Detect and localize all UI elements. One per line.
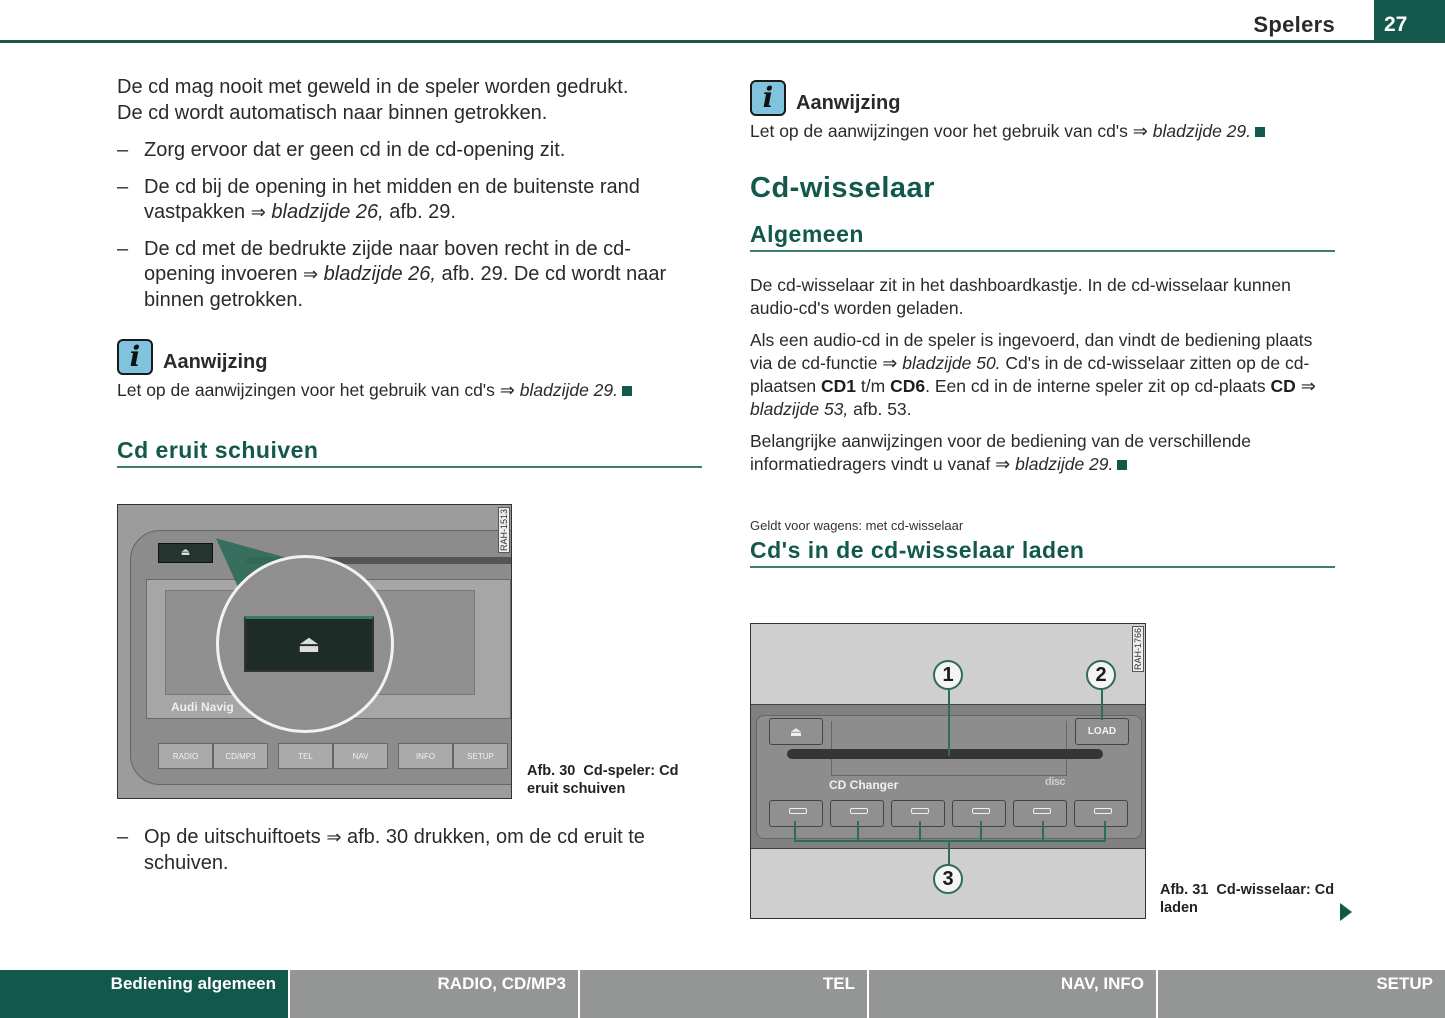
hardkey-row (398, 743, 508, 769)
figure-code: RAH-1766 (1133, 628, 1143, 671)
callout-3: 3 (933, 864, 963, 894)
info-icon: i (750, 80, 786, 116)
instruction-item: – De cd met de bedrukte zijde naar boven recht in de cd-opening invoeren ⇒ bladzijde 26, afb. 29. De cd wordt naar binnen getrokken. (117, 237, 667, 311)
preset-button-6 (1074, 800, 1128, 827)
callout-1: 1 (933, 660, 963, 690)
ref-arrow-icon: ⇒ (882, 353, 898, 373)
tab-tel[interactable]: TEL (580, 970, 869, 1018)
section-heading-laden: Cd's in de cd-wisselaar laden (750, 537, 1335, 568)
paragraph: Belangrijke aanwijzingen voor de bediening van de verschillende informatiedragers vindt u vanaf ⇒ bladzijde 29. (750, 431, 1252, 474)
paragraph: De cd-wisselaar zit in het dashboardkastje. In de cd-wisselaar kunnen audio-cd's worden geladen. (750, 275, 1291, 318)
changer-eject-button (769, 718, 823, 745)
cd-slot (787, 749, 1103, 759)
figure-code: RAH-1513 (499, 509, 509, 552)
magnifier-circle (216, 555, 394, 733)
preset-button-3 (891, 800, 945, 827)
eject-icon: ⏏ (180, 547, 191, 558)
ref-arrow-icon: ⇒ (499, 380, 515, 400)
load-button: LOAD (1075, 718, 1129, 745)
section-heading-algemeen: Algemeen (750, 221, 1335, 252)
dash-marker: – (117, 175, 129, 198)
page-reference-link[interactable]: bladzijde 53, (750, 399, 849, 419)
chapter-tabs (0, 970, 1445, 1018)
end-of-section-icon (622, 386, 632, 396)
note-text: Let op de aanwijzingen voor het gebruik van cd's ⇒ bladzijde 29. (750, 120, 1335, 142)
ref-arrow-icon: ⇒ (1132, 121, 1148, 141)
right-column (750, 80, 1335, 568)
hardkey-row (278, 743, 388, 769)
callout-line (857, 821, 859, 841)
header-rule (0, 40, 1445, 43)
ref-arrow-icon: ⇒ (1295, 376, 1316, 396)
ref-arrow-icon: ⇒ (303, 264, 319, 284)
hardkey-row (158, 743, 268, 769)
eject-icon: ⏏ (297, 631, 321, 658)
ref-arrow-icon: ⇒ (326, 827, 342, 847)
figure-caption: Afb. 30 Cd-speler: Cd eruit schuiven (527, 763, 679, 797)
preset-button-1 (769, 800, 823, 827)
preset-button-5 (1013, 800, 1067, 827)
page-reference-link[interactable]: bladzijde 29. (519, 380, 619, 400)
hardkey-setup: SETUP (453, 743, 508, 769)
eject-button-magnified (244, 616, 374, 672)
instruction-item: – Zorg ervoor dat er geen cd in de cd-opening zit. (117, 138, 702, 164)
end-of-section-icon (1255, 127, 1265, 137)
callout-line (919, 821, 921, 841)
paragraph: Als een audio-cd in de speler is ingevoerd, dan vindt de bediening plaats via de cd-functie ⇒ bladzijde 50. Cd's in de cd-wisselaar zitten op de cd-plaatsen CD1 t/m CD6. Een cd in de interne speler zit op cd-plaats CD ⇒ bladzijde 53, afb. 53. (750, 330, 1316, 419)
callout-line (948, 690, 950, 756)
tab-setup[interactable]: SETUP (1158, 970, 1445, 1018)
device-label: CD Changer (829, 778, 899, 792)
running-header-title: Spelers (1253, 12, 1335, 37)
end-of-section-icon (1117, 460, 1127, 470)
note-box (117, 339, 702, 401)
callout-line (1104, 821, 1106, 841)
figure-caption: Afb. 31 Cd-wisselaar: Cd laden (1160, 882, 1335, 916)
eject-icon: ⏏ (789, 724, 803, 739)
callout-line (794, 840, 1106, 842)
intro-line-1: De cd mag nooit met geweld in de speler worden gedrukt. (117, 76, 629, 98)
dash-marker: – (117, 237, 129, 260)
applies-to-note: Geldt voor wagens: met cd-wisselaar (750, 518, 964, 533)
instruction-item: – Op de uitschuiftoets ⇒ afb. 30 drukken, om de cd eruit te schuiven. (117, 826, 645, 874)
continue-arrow-icon[interactable] (1340, 903, 1352, 921)
callout-line (1042, 821, 1044, 841)
figure-cd-changer (750, 623, 1146, 919)
hardkey-cdmp3: CD/MP3 (213, 743, 268, 769)
tab-radio-cdmp3[interactable]: RADIO, CD/MP3 (290, 970, 580, 1018)
preset-buttons (769, 800, 1128, 827)
hardkey-radio: RADIO (158, 743, 213, 769)
tab-nav-info[interactable]: NAV, INFO (869, 970, 1158, 1018)
hardkey-tel: TEL (278, 743, 333, 769)
intro-line-2: De cd wordt automatisch naar binnen getrokken. (117, 101, 548, 124)
note-title: Aanwijzing (796, 92, 901, 114)
eject-button-small (158, 543, 213, 563)
ref-arrow-icon: ⇒ (995, 454, 1011, 474)
page-reference-link[interactable]: bladzijde 26, (271, 201, 384, 223)
section-heading-cd-eruit: Cd eruit schuiven (117, 437, 702, 468)
note-box (750, 80, 1335, 142)
callout-line (1101, 690, 1103, 720)
figure-cd-player-eject (117, 504, 512, 799)
page-reference-link[interactable]: bladzijde 29. (1152, 121, 1252, 141)
page-number: 27 (1384, 13, 1408, 36)
note-text: Let op de aanwijzingen voor het gebruik van cd's ⇒ bladzijde 29. (117, 379, 702, 401)
instruction-item: – De cd bij de opening in het midden en de buitenste rand vastpakken ⇒ bladzijde 26, afb. 29. (117, 175, 640, 223)
callout-line (980, 821, 982, 841)
chapter-heading: Cd-wisselaar (750, 172, 935, 204)
hardkey-info: INFO (398, 743, 453, 769)
tab-bediening-algemeen[interactable]: Bediening algemeen (0, 970, 290, 1018)
dash-marker: – (117, 139, 129, 161)
ref-arrow-icon: ⇒ (250, 202, 266, 222)
callout-line (948, 840, 950, 865)
page-reference-link[interactable]: bladzijde 50. (902, 353, 1001, 373)
hardkey-nav: NAV (333, 743, 388, 769)
page-number-box (1374, 0, 1445, 42)
page-reference-link[interactable]: bladzijde 26, (323, 263, 436, 285)
note-title: Aanwijzing (163, 351, 268, 373)
dash-marker: – (117, 826, 129, 848)
callout-2: 2 (1086, 660, 1116, 690)
disc-logo-icon: disc (1045, 776, 1066, 788)
brand-text: Audi Navig (171, 700, 234, 714)
callout-line (794, 821, 796, 841)
page-reference-link[interactable]: bladzijde 29. (1015, 454, 1114, 474)
info-icon: i (117, 339, 153, 375)
left-column (117, 75, 702, 468)
preset-button-4 (952, 800, 1006, 827)
